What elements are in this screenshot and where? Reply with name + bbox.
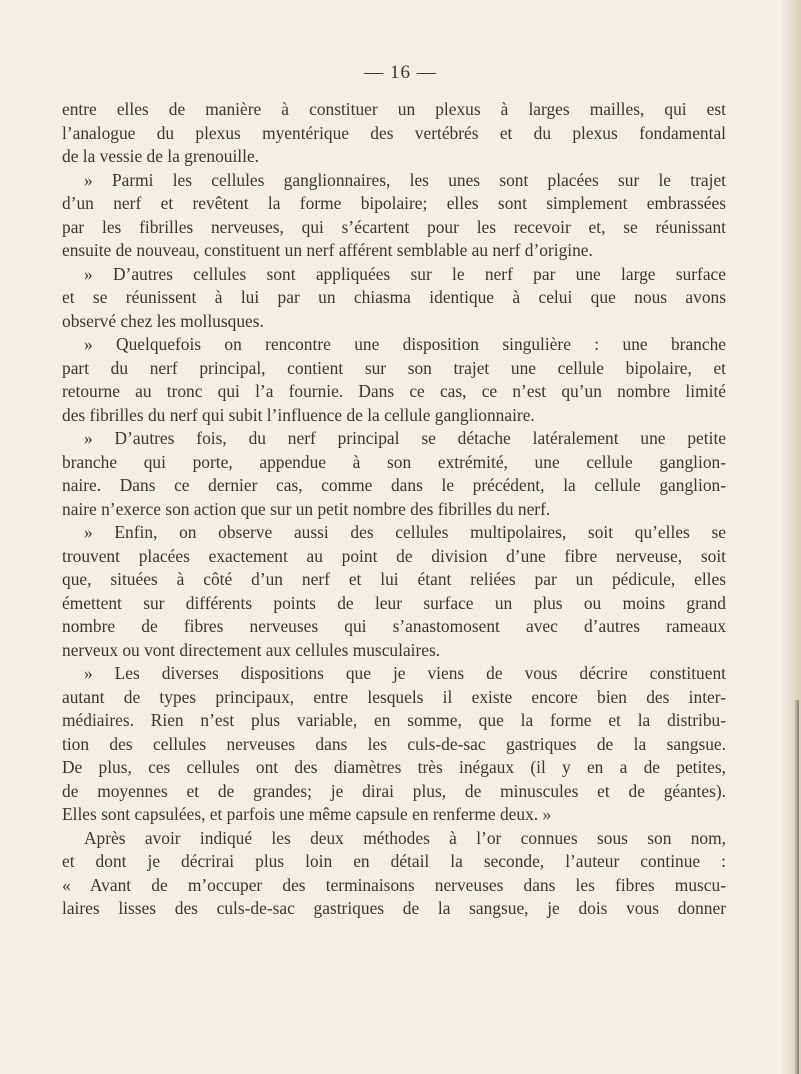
- text-line: nombre de fibres nerveuses qui s’anastomosent avec d’autres rameaux: [62, 616, 726, 636]
- text-line: » Enfin, on observe aussi des cellules multipolaires, soit qu’elles se: [84, 522, 726, 542]
- text-line: naire n’exerce son action que sur un petit nombre des fibrilles du nerf.: [62, 498, 551, 519]
- text-line: de la vessie de la grenouille.: [62, 146, 260, 166]
- text-line: » Les diverses dispositions que je viens de vous décrire constituent: [84, 663, 726, 683]
- text-line: branche qui porte, appendue à son extrémité, une cellule ganglion-: [62, 451, 726, 472]
- text-line: naire. Dans ce dernier cas, comme dans le précédent, la cellule ganglion-: [62, 475, 726, 495]
- text-line: » D’autres fois, du nerf principal se détache latéralement une petite: [84, 428, 726, 448]
- text-line: observé chez les mollusques.: [62, 310, 264, 331]
- text-line: trouvent placées exactement au point de division d’une fibre nerveuse, soit: [62, 545, 726, 566]
- body-text: [62, 98, 726, 921]
- text-line: » D’autres cellules sont appliquées sur le nerf par une large surface: [84, 263, 726, 284]
- text-line: l’analogue du plexus myentérique des vertébrés et du plexus fondamental: [62, 122, 726, 143]
- page-number: — 16 —: [364, 62, 437, 83]
- text-line: Elles sont capsulées, et parfois une même capsule en renferme deux. »: [62, 804, 552, 824]
- text-line: part du nerf principal, contient sur son trajet une cellule bipolaire, et: [62, 357, 726, 378]
- text-line: tion des cellules nerveuses dans les culs-de-sac gastriques de la sangsue.: [62, 733, 726, 754]
- page-edge-shadow: [794, 700, 799, 1074]
- text-line: émettent sur différents points de leur surface un plus ou moins grand: [62, 592, 726, 613]
- text-line: nerveux ou vont directement aux cellules musculaires.: [62, 639, 441, 660]
- text-line: autant de types principaux, entre lesquels il existe encore bien des inter-: [62, 686, 726, 707]
- text-line: » Parmi les cellules ganglionnaires, les unes sont placées sur le trajet: [84, 169, 726, 190]
- text-line: entre elles de manière à constituer un plexus à larges mailles, qui est: [62, 99, 726, 119]
- text-line: de moyennes et de grandes; je dirai plus, de minuscules et de géantes).: [62, 780, 726, 801]
- text-line: « Avant de m’occuper des terminaisons nerveuses dans les fibres muscu-: [62, 874, 726, 895]
- text-line: De plus, ces cellules ont des diamètres très inégaux (il y en a de petites,: [62, 757, 726, 777]
- text-line: des fibrilles du nerf qui subit l’influence de la cellule ganglionnaire.: [62, 404, 535, 425]
- text-line: Après avoir indiqué les deux méthodes à l’or connues sous son nom,: [84, 827, 726, 848]
- text-line: que, situées à côté d’un nerf et lui étant reliées par un pédicule, elles: [62, 569, 726, 589]
- text-line: laires lisses des culs-de-sac gastriques de la sangsue, je dois vous donner: [62, 898, 726, 918]
- text-line: d’un nerf et revêtent la forme bipolaire; elles sont simplement embrassées: [62, 193, 726, 213]
- text-line: ensuite de nouveau, constituent un nerf afférent semblable au nerf d’origine.: [62, 240, 593, 260]
- text-line: retourne au tronc qui l’a fournie. Dans ce cas, ce n’est qu’un nombre limité: [62, 381, 726, 401]
- text-line: » Quelquefois on rencontre une disposition singulière : une branche: [84, 334, 726, 354]
- text-line: médiaires. Rien n’est plus variable, en somme, que la forme et la distribu-: [62, 710, 726, 730]
- text-line: et se réunissent à lui par un chiasma identique à celui que nous avons: [62, 287, 726, 307]
- text-line: et dont je décrirai plus loin en détail la seconde, l’auteur continue :: [62, 851, 726, 871]
- text-line: par les fibrilles nerveuses, qui s’écartent pour les recevoir et, se réunissant: [62, 216, 726, 237]
